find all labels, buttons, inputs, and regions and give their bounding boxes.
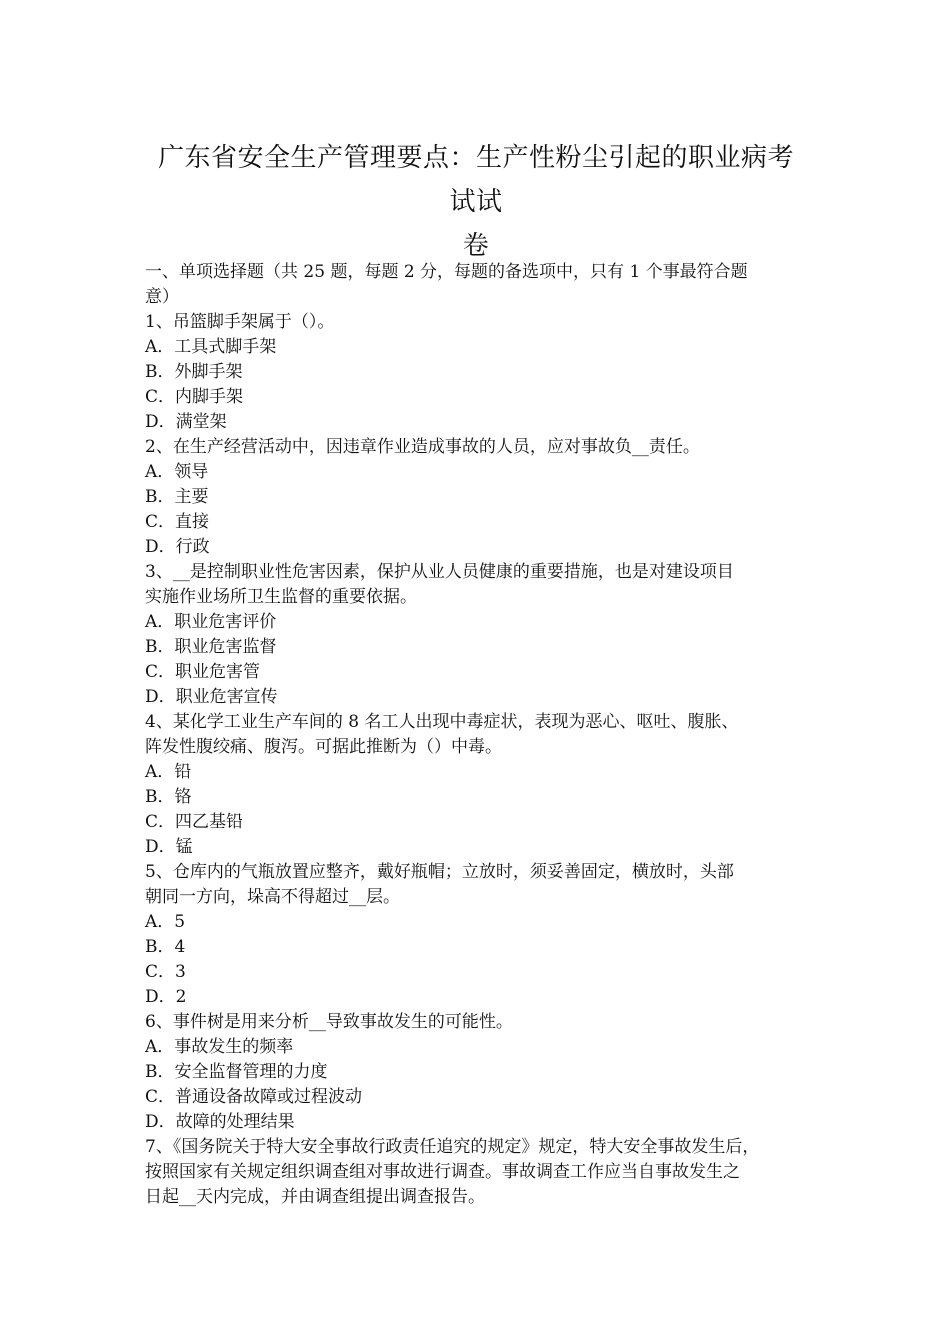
document-title [145, 136, 807, 268]
answer-option: C．职业危害管 [145, 662, 261, 682]
question-block [145, 435, 807, 560]
question-block [145, 1135, 807, 1210]
answer-option: C．内脚手架 [145, 387, 244, 407]
question-stem-line: 实施作业场所卫生监督的重要依据。 [145, 587, 417, 607]
answer-option: B．4 [145, 937, 186, 957]
question-block [145, 710, 807, 860]
answer-option: D．行政 [145, 537, 210, 557]
title-line-1: 广东省安全生产管理要点：生产性粉尘引起的职业病考试试 [157, 143, 794, 217]
answer-option: A．领导 [145, 462, 209, 482]
answer-option: D．2 [145, 987, 187, 1007]
title-line-2: 卷 [462, 231, 490, 261]
answer-option: A．铅 [145, 762, 192, 782]
section-heading-line-1: 一、单项选择题（共 25 题，每题 2 分，每题的备选项中，只有 1 个事最符合题 [145, 262, 748, 282]
question-stem-line: 朝同一方向，垛高不得超过__层。 [145, 887, 400, 907]
answer-option: C．直接 [145, 512, 210, 532]
answer-option: D．职业危害宣传 [145, 687, 278, 707]
question-stem-line: 4、某化学工业生产车间的 8 名工人出现中毒症状，表现为恶心、呕吐、腹胀、 [145, 712, 739, 732]
question-block [145, 560, 807, 710]
answer-option: C．四乙基铅 [145, 812, 244, 832]
question-stem-line: 2、在生产经营活动中，因违章作业造成事故的人员，应对事故负__责任。 [145, 437, 700, 457]
answer-option: B．主要 [145, 487, 209, 507]
question-stem-line: 日起__天内完成，并由调查组提出调查报告。 [145, 1187, 485, 1207]
answer-option: D．满堂架 [145, 412, 227, 432]
document-body [145, 260, 807, 1210]
answer-option: A．工具式脚手架 [145, 337, 277, 357]
section-heading-line-2: 意） [145, 287, 179, 307]
question-block [145, 1010, 807, 1135]
question-block [145, 310, 807, 435]
question-stem-line: 6、事件树是用来分析__导致事故发生的可能性。 [145, 1012, 513, 1032]
answer-option: D．故障的处理结果 [145, 1112, 295, 1132]
question-stem-line: 阵发性腹绞痛、腹泻。可据此推断为（）中毒。 [145, 737, 502, 757]
answer-option: B．外脚手架 [145, 362, 243, 382]
answer-option: B．安全监督管理的力度 [145, 1062, 328, 1082]
question-stem-line: 7、《国务院关于特大安全事故行政责任追究的规定》规定，特大安全事故发生后， [145, 1137, 760, 1157]
question-block [145, 860, 807, 1010]
answer-option: A．职业危害评价 [145, 612, 277, 632]
answer-option: A．事故发生的频率 [145, 1037, 294, 1057]
question-stem-line: 5、仓库内的气瓶放置应整齐，戴好瓶帽；立放时，须妥善固定，横放时，头部 [145, 862, 734, 882]
answer-option: A．5 [145, 912, 186, 932]
answer-option: B．职业危害监督 [145, 637, 277, 657]
answer-option: B．铬 [145, 787, 192, 807]
question-stem-line: 3、__是控制职业性危害因素，保护从业人员健康的重要措施，也是对建设项目 [145, 562, 734, 582]
question-stem-line: 按照国家有关规定组织调查组对事故进行调查。事故调查工作应当自事故发生之 [145, 1162, 740, 1182]
answer-option: C．普通设备故障或过程波动 [145, 1087, 363, 1107]
question-stem-line: 1、吊篮脚手架属于（）。 [145, 312, 335, 332]
answer-option: C．3 [145, 962, 186, 982]
answer-option: D．锰 [145, 837, 193, 857]
